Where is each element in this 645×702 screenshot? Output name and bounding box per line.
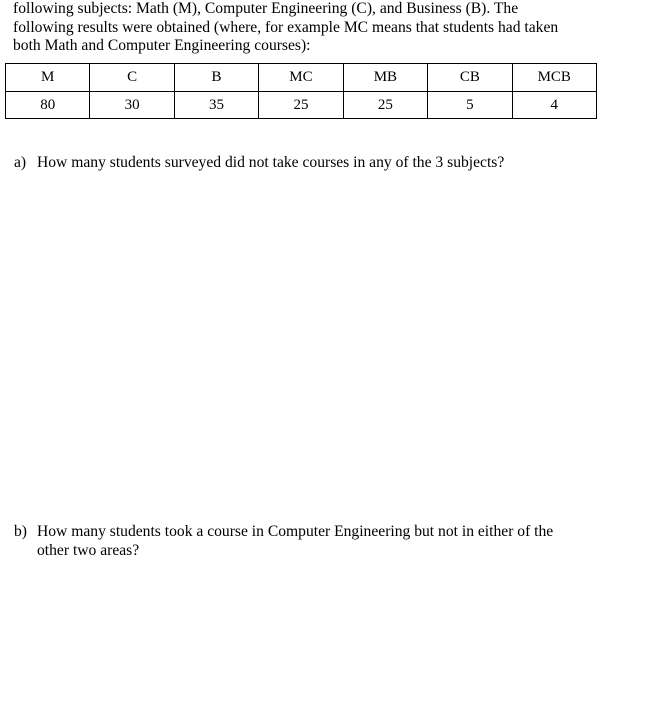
question-b — [14, 522, 553, 560]
intro-line-3: both Math and Computer Engineering courses): — [13, 37, 311, 54]
value-cell-mcb: 4 — [512, 92, 596, 119]
question-a — [14, 153, 504, 172]
value-cell-m: 80 — [6, 92, 90, 119]
question-a-label: a) — [14, 154, 27, 171]
intro-paragraph — [13, 0, 613, 56]
value-cell-mc: 25 — [259, 92, 343, 119]
header-cell-mb: MB — [343, 64, 427, 92]
value-cell-mb: 25 — [343, 92, 427, 119]
header-cell-mcb: MCB — [512, 64, 596, 92]
value-cell-b: 35 — [174, 92, 258, 119]
value-cell-cb: 5 — [428, 92, 512, 119]
question-b-label: b) — [14, 523, 27, 540]
header-cell-c: C — [90, 64, 174, 92]
question-b-text-line2: other two areas? — [37, 542, 140, 559]
header-cell-cb: CB — [428, 64, 512, 92]
intro-line-2: following results were obtained (where, for example MC means that students had taken — [13, 18, 559, 36]
question-a-text: How many students surveyed did not take courses in any of the 3 subjects? — [37, 154, 505, 171]
results-table — [5, 63, 597, 119]
question-b-text-line1: How many students took a course in Computer Engineering but not in either of the — [37, 523, 554, 540]
intro-line-1: following subjects: Math (M), Computer Engineering (C), and Business (B). The — [13, 0, 519, 17]
table-row — [6, 92, 597, 119]
header-cell-b: B — [174, 64, 258, 92]
value-cell-c: 30 — [90, 92, 174, 119]
header-cell-m: M — [6, 64, 90, 92]
table-header-row — [6, 64, 597, 92]
header-cell-mc: MC — [259, 64, 343, 92]
